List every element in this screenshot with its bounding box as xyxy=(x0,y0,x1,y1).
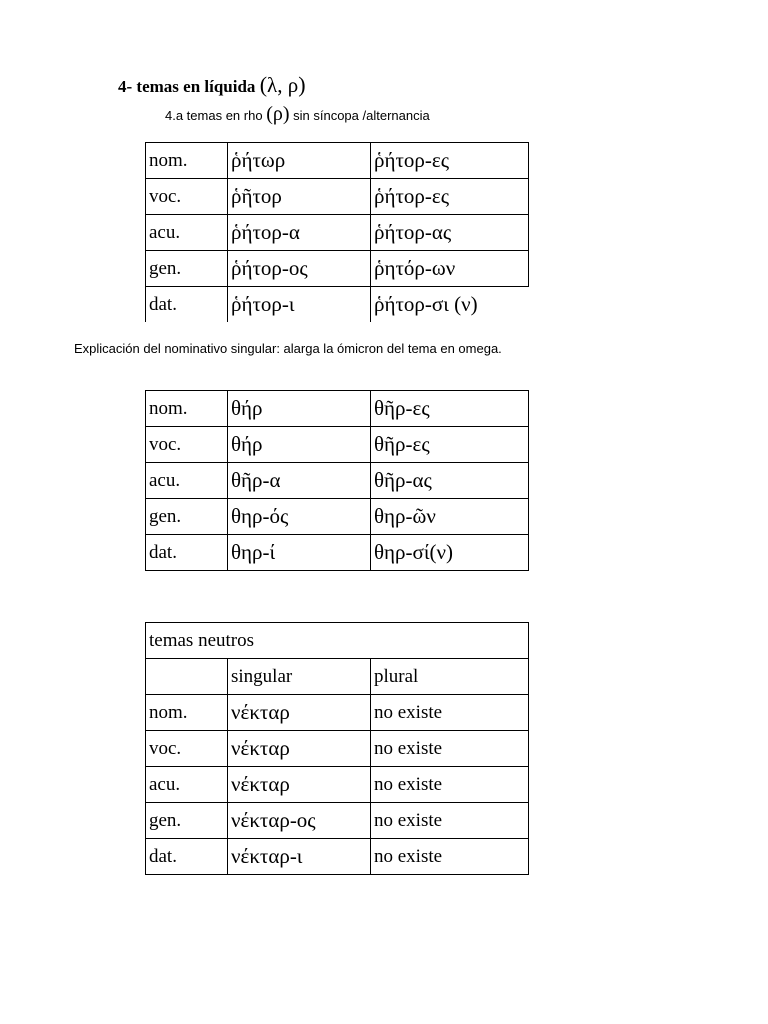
plural-form: ῥήτορ-σι (ν) xyxy=(371,287,529,323)
plural-form: no existe xyxy=(371,695,529,731)
declension-table-neuter xyxy=(145,622,529,875)
plural-form: no existe xyxy=(371,839,529,875)
plural-form: ῥήτορ-ες xyxy=(371,179,529,215)
case-label: gen. xyxy=(146,499,228,535)
table-row xyxy=(146,535,529,571)
singular-form: ῥήτορ-ος xyxy=(228,251,371,287)
case-label: voc. xyxy=(146,731,228,767)
plural-form: ῥητόρ-ων xyxy=(371,251,529,287)
singular-form: ῥῆτορ xyxy=(228,179,371,215)
singular-form: θηρ-ί xyxy=(228,535,371,571)
plural-form: no existe xyxy=(371,767,529,803)
table-row xyxy=(146,215,529,251)
plural-form: θῆρ-ας xyxy=(371,463,529,499)
table-row xyxy=(146,427,529,463)
singular-form: θήρ xyxy=(228,391,371,427)
plural-form: θηρ-ῶν xyxy=(371,499,529,535)
plural-form: ῥήτορ-ες xyxy=(371,143,529,179)
singular-form: ῥήτωρ xyxy=(228,143,371,179)
table-row xyxy=(146,695,529,731)
plural-form: θῆρ-ες xyxy=(371,391,529,427)
plural-form: no existe xyxy=(371,731,529,767)
column-header-plural: plural xyxy=(371,659,529,695)
singular-form: νέκταρ-ος xyxy=(228,803,371,839)
table-row xyxy=(146,803,529,839)
table-row xyxy=(146,499,529,535)
singular-form: νέκταρ xyxy=(228,767,371,803)
case-label: voc. xyxy=(146,427,228,463)
declension-table-ther xyxy=(145,390,529,571)
case-label: acu. xyxy=(146,767,228,803)
plural-form: θηρ-σί(ν) xyxy=(371,535,529,571)
case-label: gen. xyxy=(146,803,228,839)
section-heading-text: 4- temas en líquida xyxy=(118,77,256,96)
table-row xyxy=(146,143,529,179)
table-row xyxy=(146,731,529,767)
case-label: acu. xyxy=(146,463,228,499)
column-header-singular: singular xyxy=(228,659,371,695)
heading-open-paren: ( xyxy=(259,72,268,97)
case-label: gen. xyxy=(146,251,228,287)
singular-form: νέκταρ xyxy=(228,731,371,767)
section-heading xyxy=(118,72,306,98)
table-row xyxy=(146,391,529,427)
table-row xyxy=(146,767,529,803)
table-row xyxy=(146,839,529,875)
singular-form: θηρ-ός xyxy=(228,499,371,535)
singular-form: νέκταρ xyxy=(228,695,371,731)
case-label: voc. xyxy=(146,179,228,215)
singular-form: νέκταρ-ι xyxy=(228,839,371,875)
declension-table-rhetor xyxy=(145,142,529,322)
case-label: nom. xyxy=(146,695,228,731)
table-row xyxy=(146,287,529,323)
case-label: acu. xyxy=(146,215,228,251)
case-label: nom. xyxy=(146,391,228,427)
plural-form: no existe xyxy=(371,803,529,839)
singular-form: ῥήτορ-ι xyxy=(228,287,371,323)
explanation-note: Explicación del nominativo singular: alarga la ómicron del tema en omega. xyxy=(74,341,502,356)
table-title-row xyxy=(146,623,529,659)
case-label: nom. xyxy=(146,143,228,179)
singular-form: θήρ xyxy=(228,427,371,463)
plural-form: ῥήτορ-ας xyxy=(371,215,529,251)
table-row xyxy=(146,463,529,499)
heading-close-paren: ) xyxy=(298,72,306,97)
subheading-after: sin síncopa /alternancia xyxy=(293,108,430,123)
singular-form: ῥήτορ-α xyxy=(228,215,371,251)
heading-greek-letters: λ, ρ xyxy=(267,73,299,97)
subheading-before: 4.a temas en rho xyxy=(165,108,263,123)
table-row xyxy=(146,179,529,215)
subheading-greek: (ρ) xyxy=(266,103,290,125)
case-label: dat. xyxy=(146,839,228,875)
plural-form: θῆρ-ες xyxy=(371,427,529,463)
subsection-heading xyxy=(165,103,430,126)
table-title: temas neutros xyxy=(146,623,529,659)
singular-form: θῆρ-α xyxy=(228,463,371,499)
table-header-row xyxy=(146,659,529,695)
empty-header-cell xyxy=(146,659,228,695)
table-row xyxy=(146,251,529,287)
case-label: dat. xyxy=(146,535,228,571)
case-label: dat. xyxy=(146,287,228,323)
